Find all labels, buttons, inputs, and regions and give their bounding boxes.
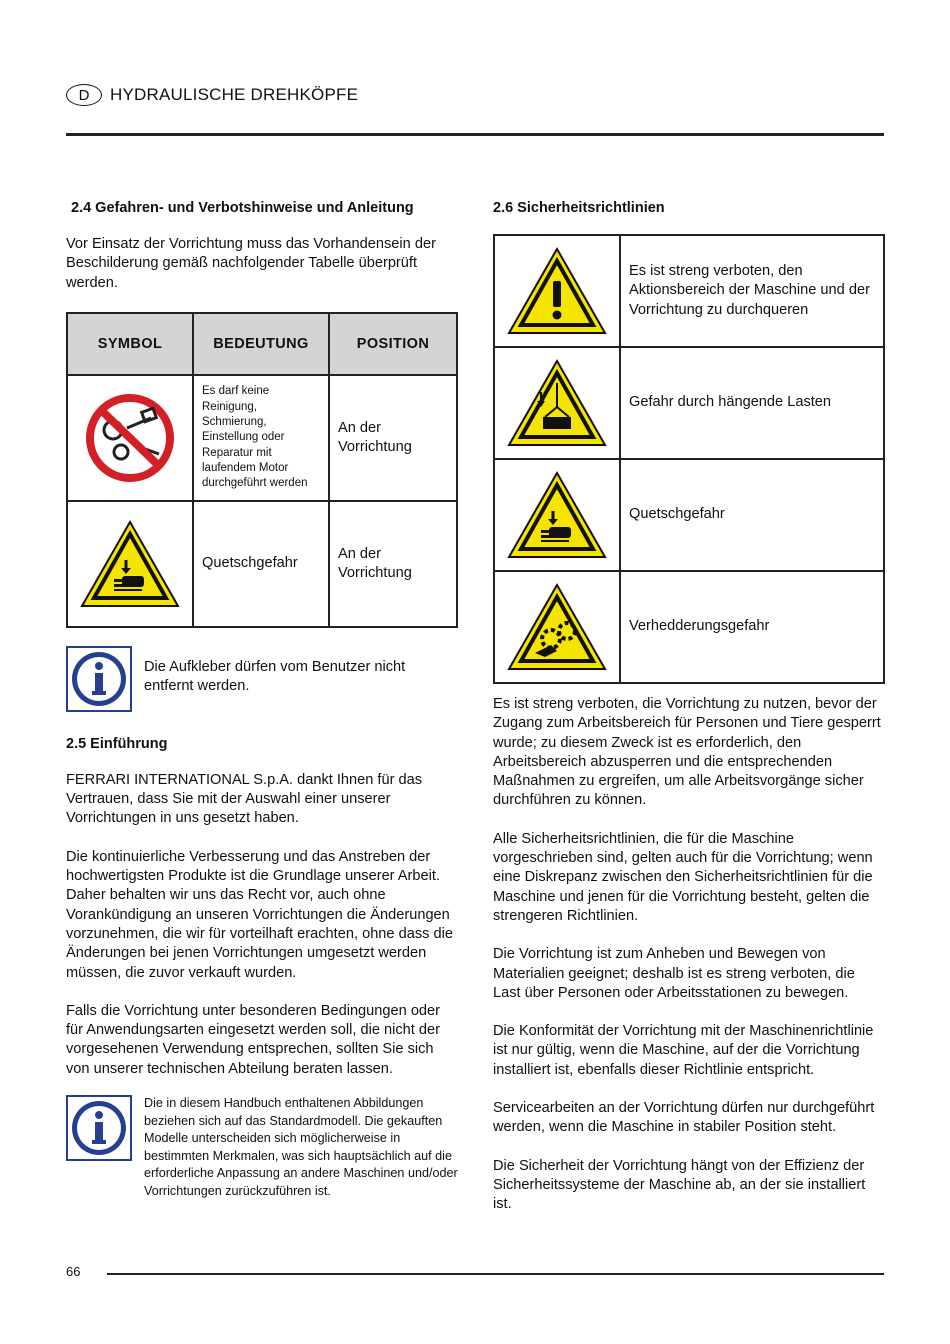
section-2-6-title: 2.6 Sicherheitsrichtlinien (493, 200, 665, 216)
paragraph: FERRARI INTERNATIONAL S.p.A. dankt Ihnen für das Vertrauen, dass Sie mit der Auswahl einer unserer Vorrichtungen in uns gesetzt haben. (66, 771, 423, 827)
paragraph: Die Sicherheit der Vorrichtung hängt von der Effizienz der Sicherheitssysteme der Maschine ab, an der sie installiert ist. (493, 1157, 866, 1213)
footer-divider (107, 1273, 884, 1275)
table-row (67, 375, 457, 501)
symbol-cell (494, 459, 620, 571)
left-column (66, 200, 458, 1200)
paragraph: Die Vorrichtung ist zum Anheben und Bewegen von Materialien geeignet; deshalb ist es streng verboten, die Last über Personen oder Arbeitsstationen zu bewegen. (493, 946, 855, 1001)
section-2-5-title: 2.5 Einführung (66, 735, 168, 752)
entanglement-icon (505, 581, 609, 673)
paragraph: Es ist streng verboten, die Vorrichtung zu nutzen, bevor der Zugang zum Arbeitsbereich für Personen und Tiere gesperrt wurde; zu diesem Zweck ist es erforderlich, den Arbeitsbereich abzusperren und die entsprechenden Maßnahmen zu ergreifen, um alle Arbeitsvorgänge sicher durchführen zu können. (493, 696, 881, 809)
crush-hazard-icon (78, 518, 182, 610)
right-column (493, 200, 885, 1215)
meaning-cell: Es darf keine Reinigung, Schmierung, Einstellung oder Reparatur mit laufendem Motor durchgeführt werden (193, 375, 329, 501)
safety-table (493, 234, 885, 684)
paragraph: Die Konformität der Vorrichtung mit der Maschinenrichtlinie ist nur gültig, wenn die Maschine, auf der die Vorrichtung installiert ist, ebenfalls dieser Richtlinie entspricht. (493, 1023, 874, 1078)
page-header (66, 84, 358, 106)
document-title: HYDRAULISCHE DREHKÖPFE (110, 85, 359, 104)
symbol-cell (67, 375, 193, 501)
info-icon (66, 646, 132, 712)
crush-hazard-icon (505, 469, 609, 561)
col-header-meaning: BEDEUTUNG (193, 313, 329, 375)
suspended-load-icon (505, 357, 609, 449)
paragraph: Die kontinuierliche Verbesserung und das Anstreben der hochwertigsten Produkte ist die Grundlage unserer Arbeit. Daher behalten wir uns das Recht vor, auch ohne Vorankündigung an unseren Vorrichtungen die Änderungen vorzunehmen, die wir für vorteilhaft erachten, ohne dass die Änderungen bei jenen Vorrichtungen umgesetzt werden müssen, die zuvor verkauft wurden. (66, 848, 453, 981)
rule-text: Gefahr durch hängende Lasten (620, 347, 884, 459)
section-2-4-intro: Vor Einsatz der Vorrichtung muss das Vorhandensein der Beschilderung gemäß nachfolgender Tabelle überprüft werden. (66, 236, 436, 291)
general-warning-icon (505, 245, 609, 337)
rule-text: Es ist streng verboten, den Aktionsbereich der Maschine und der Vorrichtung zu durchqueren (620, 235, 884, 347)
page-number: 66 (66, 1264, 81, 1279)
col-header-symbol: SYMBOL (67, 313, 193, 375)
no-maintenance-running-icon (77, 390, 183, 486)
language-badge: D (66, 84, 102, 106)
info-note-stickers (66, 646, 458, 712)
position-cell: An der Vorrichtung (329, 375, 457, 501)
symbol-cell (494, 347, 620, 459)
table-row (494, 571, 884, 683)
paragraph: Falls die Vorrichtung unter besonderen Bedingungen oder für Anwendungsarten eingesetzt werden soll, die nicht der vorgesehenen Verwendung entsprechen, sollten Sie sich von unserer technischen Abteilung beraten lassen. (66, 1002, 441, 1077)
table-row (494, 235, 884, 347)
info-note-illustrations (66, 1095, 458, 1200)
info-text: Die in diesem Handbuch enthaltenen Abbildungen beziehen sich auf das Standardmodell. Die gekauften Modelle unterscheiden sich möglicherweise in bestimmten Merkmalen, was sich hauptsächlich auf die erforderliche Anpassung an andere Maschinen und/oder Vorrichtungen zurückzuführen ist. (144, 1096, 458, 1198)
table-row (494, 347, 884, 459)
symbol-cell (494, 235, 620, 347)
header-divider (66, 133, 884, 136)
sign-table (66, 312, 458, 628)
rule-text: Quetschgefahr (620, 459, 884, 571)
col-header-position: POSITION (329, 313, 457, 375)
symbol-cell (494, 571, 620, 683)
sign-table-header (67, 313, 457, 375)
meaning-cell: Quetschgefahr (193, 501, 329, 627)
table-row (67, 501, 457, 627)
rule-text: Verhedderungsgefahr (620, 571, 884, 683)
paragraph: Alle Sicherheitsrichtlinien, die für die Maschine vorgeschrieben sind, gelten auch für die Vorrichtung; wenn eine Diskrepanz zwischen den Sicherheitsrichtlinien für die Maschine und jenen für die Vorrichtung besteht, gelten die strengeren Richtlinien. (493, 830, 873, 924)
position-cell: An der Vorrichtung (329, 501, 457, 627)
paragraph: Servicearbeiten an der Vorrichtung dürfen nur durchgeführt werden, wenn die Maschine in stabiler Position steht. (493, 1100, 875, 1136)
section-2-4-title: 2.4 Gefahren- und Verbotshinweise und Anleitung (71, 200, 414, 216)
info-icon (66, 1095, 132, 1161)
info-text: Die Aufkleber dürfen vom Benutzer nicht entfernt werden. (144, 658, 406, 695)
symbol-cell (67, 501, 193, 627)
table-row (494, 459, 884, 571)
